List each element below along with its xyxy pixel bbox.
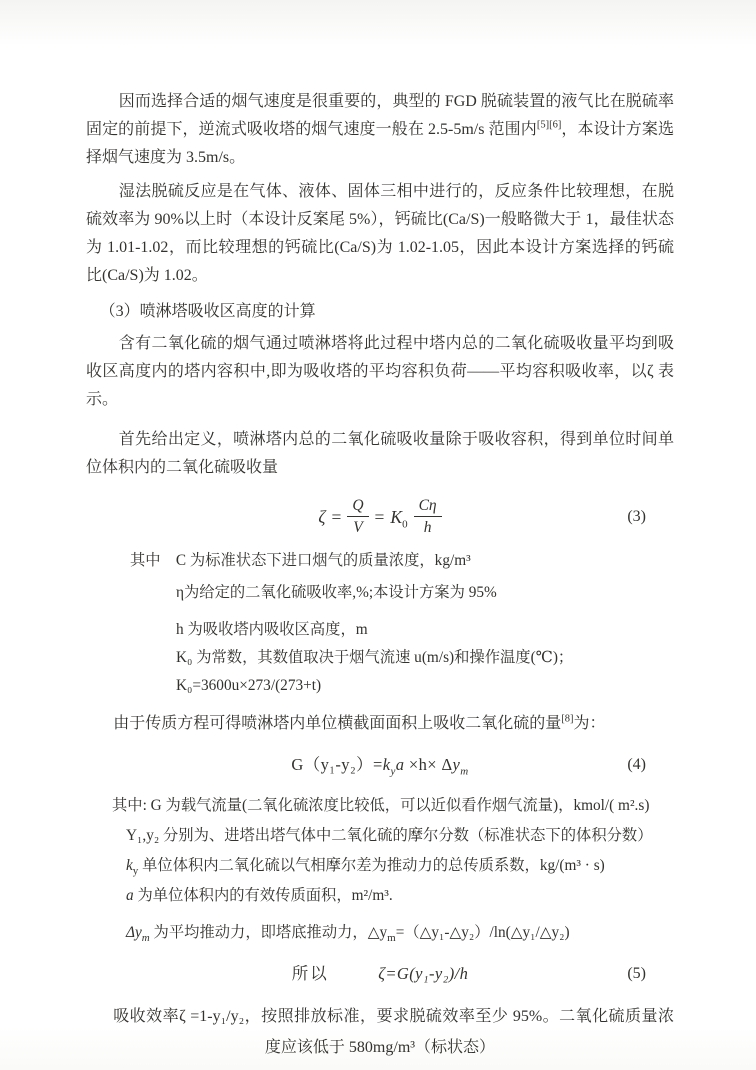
fraction-denominator: h xyxy=(423,519,432,536)
heading-text: （3）喷淋塔吸收区高度的计算 xyxy=(99,303,316,320)
equation-3-row xyxy=(86,496,674,537)
equation-4-row xyxy=(86,750,674,780)
paragraph-text: 吸收效率ζ =1-y₁/y₂，按照排放标准，要求脱硫效率至少 95%。二氧化硫质量浓度应该低于 580mg/m³（标状态） xyxy=(113,1008,674,1056)
equation-number-5: (5) xyxy=(627,965,646,982)
definition-text: h 为吸收塔内吸收区高度，m xyxy=(176,621,368,638)
formula-k0 xyxy=(86,672,674,700)
therefore-label: 所以 xyxy=(291,964,329,983)
definition-text: 为单位体积内的有效传质面积，m²/m³. xyxy=(133,887,393,904)
definition-h xyxy=(86,616,674,644)
equation-5 xyxy=(292,964,468,983)
k-symbol: K xyxy=(390,506,403,527)
paragraph-average-volume-load xyxy=(86,330,674,414)
paragraph-absorption-efficiency xyxy=(86,1001,674,1063)
paragraph-wet-fgd-reaction xyxy=(86,178,674,290)
zeta-symbol: ζ xyxy=(318,506,326,527)
equation-5-row xyxy=(86,959,674,989)
fraction-q-over-v xyxy=(347,496,368,537)
k-subscript: 0 xyxy=(402,518,408,530)
fraction-numerator: Q xyxy=(347,496,368,517)
paragraph-text: 湿法脱硫反应是在气体、液体、固体三相中进行的，反应条件比较理想，在脱硫效率为 90%以上时（本设计反案尾 5%），钙硫比(Ca/S)一般略微大于 1，最佳状态为 1.01-1.02，而比较理想的钙硫比(Ca/S)为 1.02-1.05，因此本设计方案选择的钙硫比(Ca/S)为 1.02。 xyxy=(86,183,674,284)
k-subscript: y xyxy=(132,865,139,878)
definition-text: η为给定的二氧化硫吸收率,%;本设计方案为 95% xyxy=(176,584,497,601)
dym-subscript: m xyxy=(387,932,396,945)
paragraph-mass-transfer-intro xyxy=(86,710,674,738)
delta-y-symbol: Δy xyxy=(126,924,142,941)
equation-lead: G（y₁-y₂）= xyxy=(291,755,383,774)
definition-text: =（△y₁-△y₂）/ln(△y₁/△y₂) xyxy=(395,924,570,941)
fraction-numerator: Cη xyxy=(414,496,442,517)
paragraph-text: ，本设计方案选择烟气速度为 3.5m/s。 xyxy=(86,121,674,166)
y-subscript: m xyxy=(460,765,469,778)
a-symbol: a xyxy=(395,755,405,774)
equation-number-3: (3) xyxy=(627,507,646,525)
definition-k0 xyxy=(86,644,674,672)
citation-superscript: [8] xyxy=(561,713,574,725)
definition-text: Y₁,y₂ 分别为、进塔出塔气体中二氧化硫的摩尔分数（标准状态下的体积分数） xyxy=(126,827,653,844)
fraction-ceta-over-h xyxy=(414,496,442,537)
k0-coefficient xyxy=(390,502,407,532)
fraction-denominator: V xyxy=(353,519,363,536)
definition-g xyxy=(86,792,674,820)
equation-4 xyxy=(291,755,469,778)
paragraph-flue-gas-velocity xyxy=(86,88,674,172)
y-symbol: y xyxy=(452,755,461,774)
equation-3 xyxy=(318,496,441,537)
k-subscript: y xyxy=(390,765,396,778)
equals-sign: = xyxy=(331,506,342,527)
k-symbol: k xyxy=(126,857,133,874)
formula-text: K₀=3600u×273/(273+t) xyxy=(176,677,322,694)
citation-superscript: [5][6] xyxy=(536,119,562,131)
definition-text: 单位体积内二氧化硫以气相摩尔差为推动力的总传质系数，kg/(m³ · s) xyxy=(138,857,605,874)
definition-c xyxy=(86,547,674,575)
definition-ky xyxy=(86,852,674,880)
paragraph-text: 由于传质方程可得喷淋塔内单位横截面面积上吸收二氧化硫的量 xyxy=(113,715,562,732)
equation-expression: ζ=G(y₁-y₂)/h xyxy=(378,964,469,983)
equation-middle: ×h× Δ xyxy=(404,755,453,774)
definition-text: 其中 C 为标准状态下进口烟气的质量浓度，kg/m³ xyxy=(130,552,471,569)
definition-a xyxy=(86,882,674,910)
k-symbol: k xyxy=(382,755,391,774)
paragraph-text: 首先给出定义，喷淋塔内总的二氧化硫吸收量除于吸收容积，得到单位时间单位体积内的二氧化硫吸收量 xyxy=(86,431,674,476)
definition-dym xyxy=(86,919,674,947)
equals-sign: = xyxy=(374,506,385,527)
section-heading-absorption-zone-height xyxy=(86,298,674,326)
paragraph-definition-intro xyxy=(86,426,674,482)
definition-text: 为平均推动力，即塔底推动力，△y xyxy=(149,924,388,941)
definition-y1y2 xyxy=(86,822,674,850)
a-symbol: a xyxy=(126,887,134,904)
dym-subscript: m xyxy=(141,932,150,945)
paragraph-text: 含有二氧化硫的烟气通过喷淋塔将此过程中塔内总的二氧化硫吸收量平均到吸收区高度内的塔内容积中,即为吸收塔的平均容积负荷——平均容积吸收率，以ζ 表示。 xyxy=(86,335,674,408)
paragraph-text: 为： xyxy=(573,715,606,732)
definition-text: 其中: G 为载气流量(二氧化硫浓度比较低，可以近似看作烟气流量)，kmol/( m².s) xyxy=(112,797,650,814)
paragraph-text: 因而选择合适的烟气速度是很重要的，典型的 FGD 脱硫装置的液气比在脱硫率固定的前提下，逆流式吸收塔的烟气速度一般在 2.5-5m/s 范围内 xyxy=(86,93,674,138)
equation-number-4: (4) xyxy=(627,756,646,773)
definition-text: K₀ 为常数，其数值取决于烟气流速 u(m/s)和操作温度(℃)； xyxy=(176,649,574,666)
definition-eta xyxy=(86,579,674,607)
